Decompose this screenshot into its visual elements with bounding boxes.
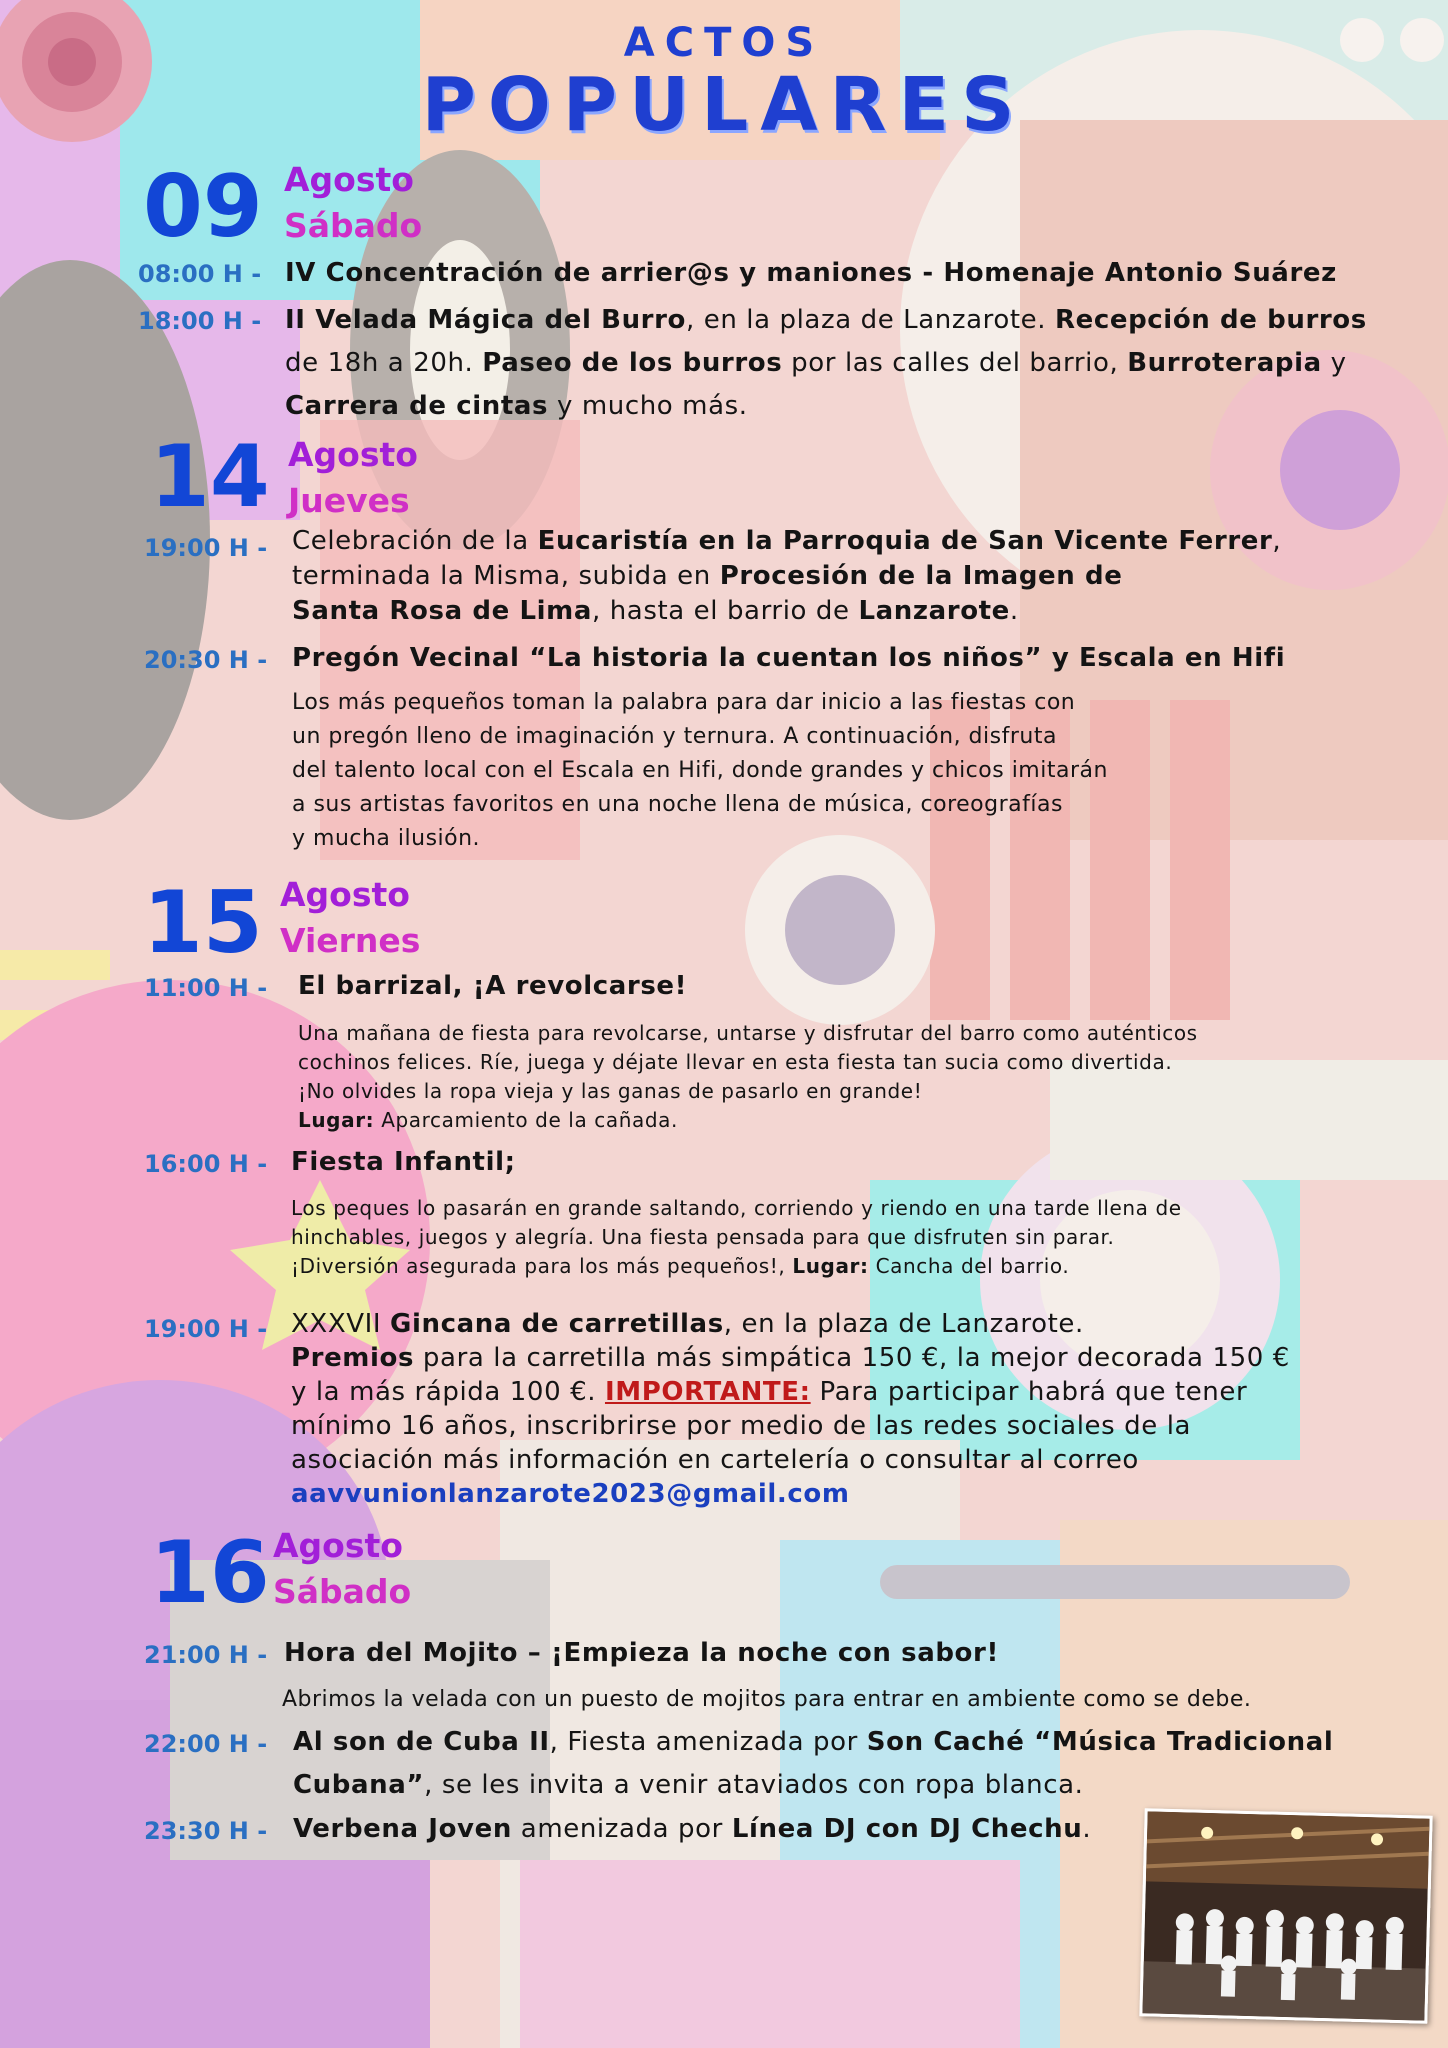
day-number-14: 14 <box>150 427 270 527</box>
day-weekday-14: Jueves <box>288 481 410 520</box>
event-description: Los más pequeños toman la palabra para dar inicio a las fiestas con un pregón lleno de imaginación y ternura. A continuación, disfruta del talento local con el Escala en Hifi, donde grandes y chicos imitarán a sus artistas favoritos en una noche llena de música, coreografías y mucha ilusión. <box>292 690 1108 851</box>
event-text: Verbena Joven amenizada por Línea DJ con DJ Chechu. <box>293 1814 1092 1844</box>
event-text: Celebración de la Eucaristía en la Parroquia de San Vicente Ferrer, terminada la Misma, subida en Procesión de la Imagen de Santa Rosa de Lima, hasta el barrio de Lanzarote. <box>292 526 1282 626</box>
day-month-15: Agosto <box>280 875 410 914</box>
event-time: 22:00 H - <box>144 1730 268 1758</box>
event-time: 08:00 H - <box>138 260 262 288</box>
day-month-14: Agosto <box>288 435 418 474</box>
event-title: Fiesta Infantil; <box>291 1147 516 1177</box>
event-description: Abrimos la velada con un puesto de mojitos para entrar en ambiente como se debe. <box>282 1687 1252 1712</box>
event-time: 18:00 H - <box>138 307 262 335</box>
header-line1: ACTOS <box>623 20 825 66</box>
event-title: IV Concentración de arrier@s y maniones - Homenaje Antonio Suárez <box>285 258 1337 288</box>
event-text: Al son de Cuba II, Fiesta amenizada por Son Caché “Música Tradicional Cubana”, se les invita a venir ataviados con ropa blanca. <box>293 1727 1334 1800</box>
event-text: XXXVII Gincana de carretillas, en la plaza de Lanzarote. Premios para la carretilla más simpática 150 €, la mejor decorada 150 € y la más rápida 100 €. IMPORTANTE: Para participar habrá que tener mínimo 16 años, inscribrirse por medio de las redes sociales de la asociación más información en cartelería o consultar al correo aavvunionlanzarote2023@gmail.com <box>291 1309 1290 1509</box>
event-text: II Velada Mágica del Burro, en la plaza de Lanzarote. Recepción de burros de 18h a 20h. Paseo de los burros por las calles del barrio, Burroterapia y Carrera de cintas y mucho más. <box>285 305 1367 421</box>
day-weekday-16: Sábado <box>273 1572 412 1611</box>
day-number-16: 16 <box>150 1523 270 1623</box>
event-time: 21:00 H - <box>144 1641 268 1669</box>
event-time: 19:00 H - <box>144 1315 268 1343</box>
event-photo <box>1139 1808 1432 2023</box>
event-title: El barrizal, ¡A revolcarse! <box>298 971 688 1001</box>
event-time: 23:30 H - <box>144 1817 268 1845</box>
contact-email[interactable]: aavvunionlanzarote2023@gmail.com <box>291 1479 850 1509</box>
event-title: Pregón Vecinal “La historia la cuentan los niños” y Escala en Hifi <box>292 643 1286 673</box>
header-line2: POPULARES <box>421 62 1027 148</box>
event-time: 20:30 H - <box>144 646 268 674</box>
day-number-09: 09 <box>143 157 263 257</box>
event-time: 11:00 H - <box>144 974 268 1002</box>
event-time: 16:00 H - <box>144 1150 268 1178</box>
day-month-16: Agosto <box>273 1526 403 1565</box>
event-title: Hora del Mojito – ¡Empieza la noche con sabor! <box>284 1638 999 1668</box>
event-time: 19:00 H - <box>144 534 268 562</box>
day-number-15: 15 <box>143 873 263 973</box>
event-description: Una mañana de fiesta para revolcarse, untarse y disfrutar del barro como auténticos cochinos felices. Ríe, juega y déjate llevar en esta fiesta tan sucia como divertida. ¡No olvides la ropa vieja y las ganas de pasarlo en grande! Lugar: Aparcamiento de la cañada. <box>298 1021 1198 1132</box>
day-month-09: Agosto <box>284 160 414 199</box>
event-description: Los peques lo pasarán en grande saltando, corriendo y riendo en una tarde llena de hinchables, juegos y alegría. Una fiesta pensada para que disfruten sin parar. ¡Diversión asegurada para los más pequeños!, Lugar: Cancha del barrio. <box>291 1196 1182 1278</box>
day-weekday-09: Sábado <box>284 206 423 245</box>
day-weekday-15: Viernes <box>280 921 421 960</box>
